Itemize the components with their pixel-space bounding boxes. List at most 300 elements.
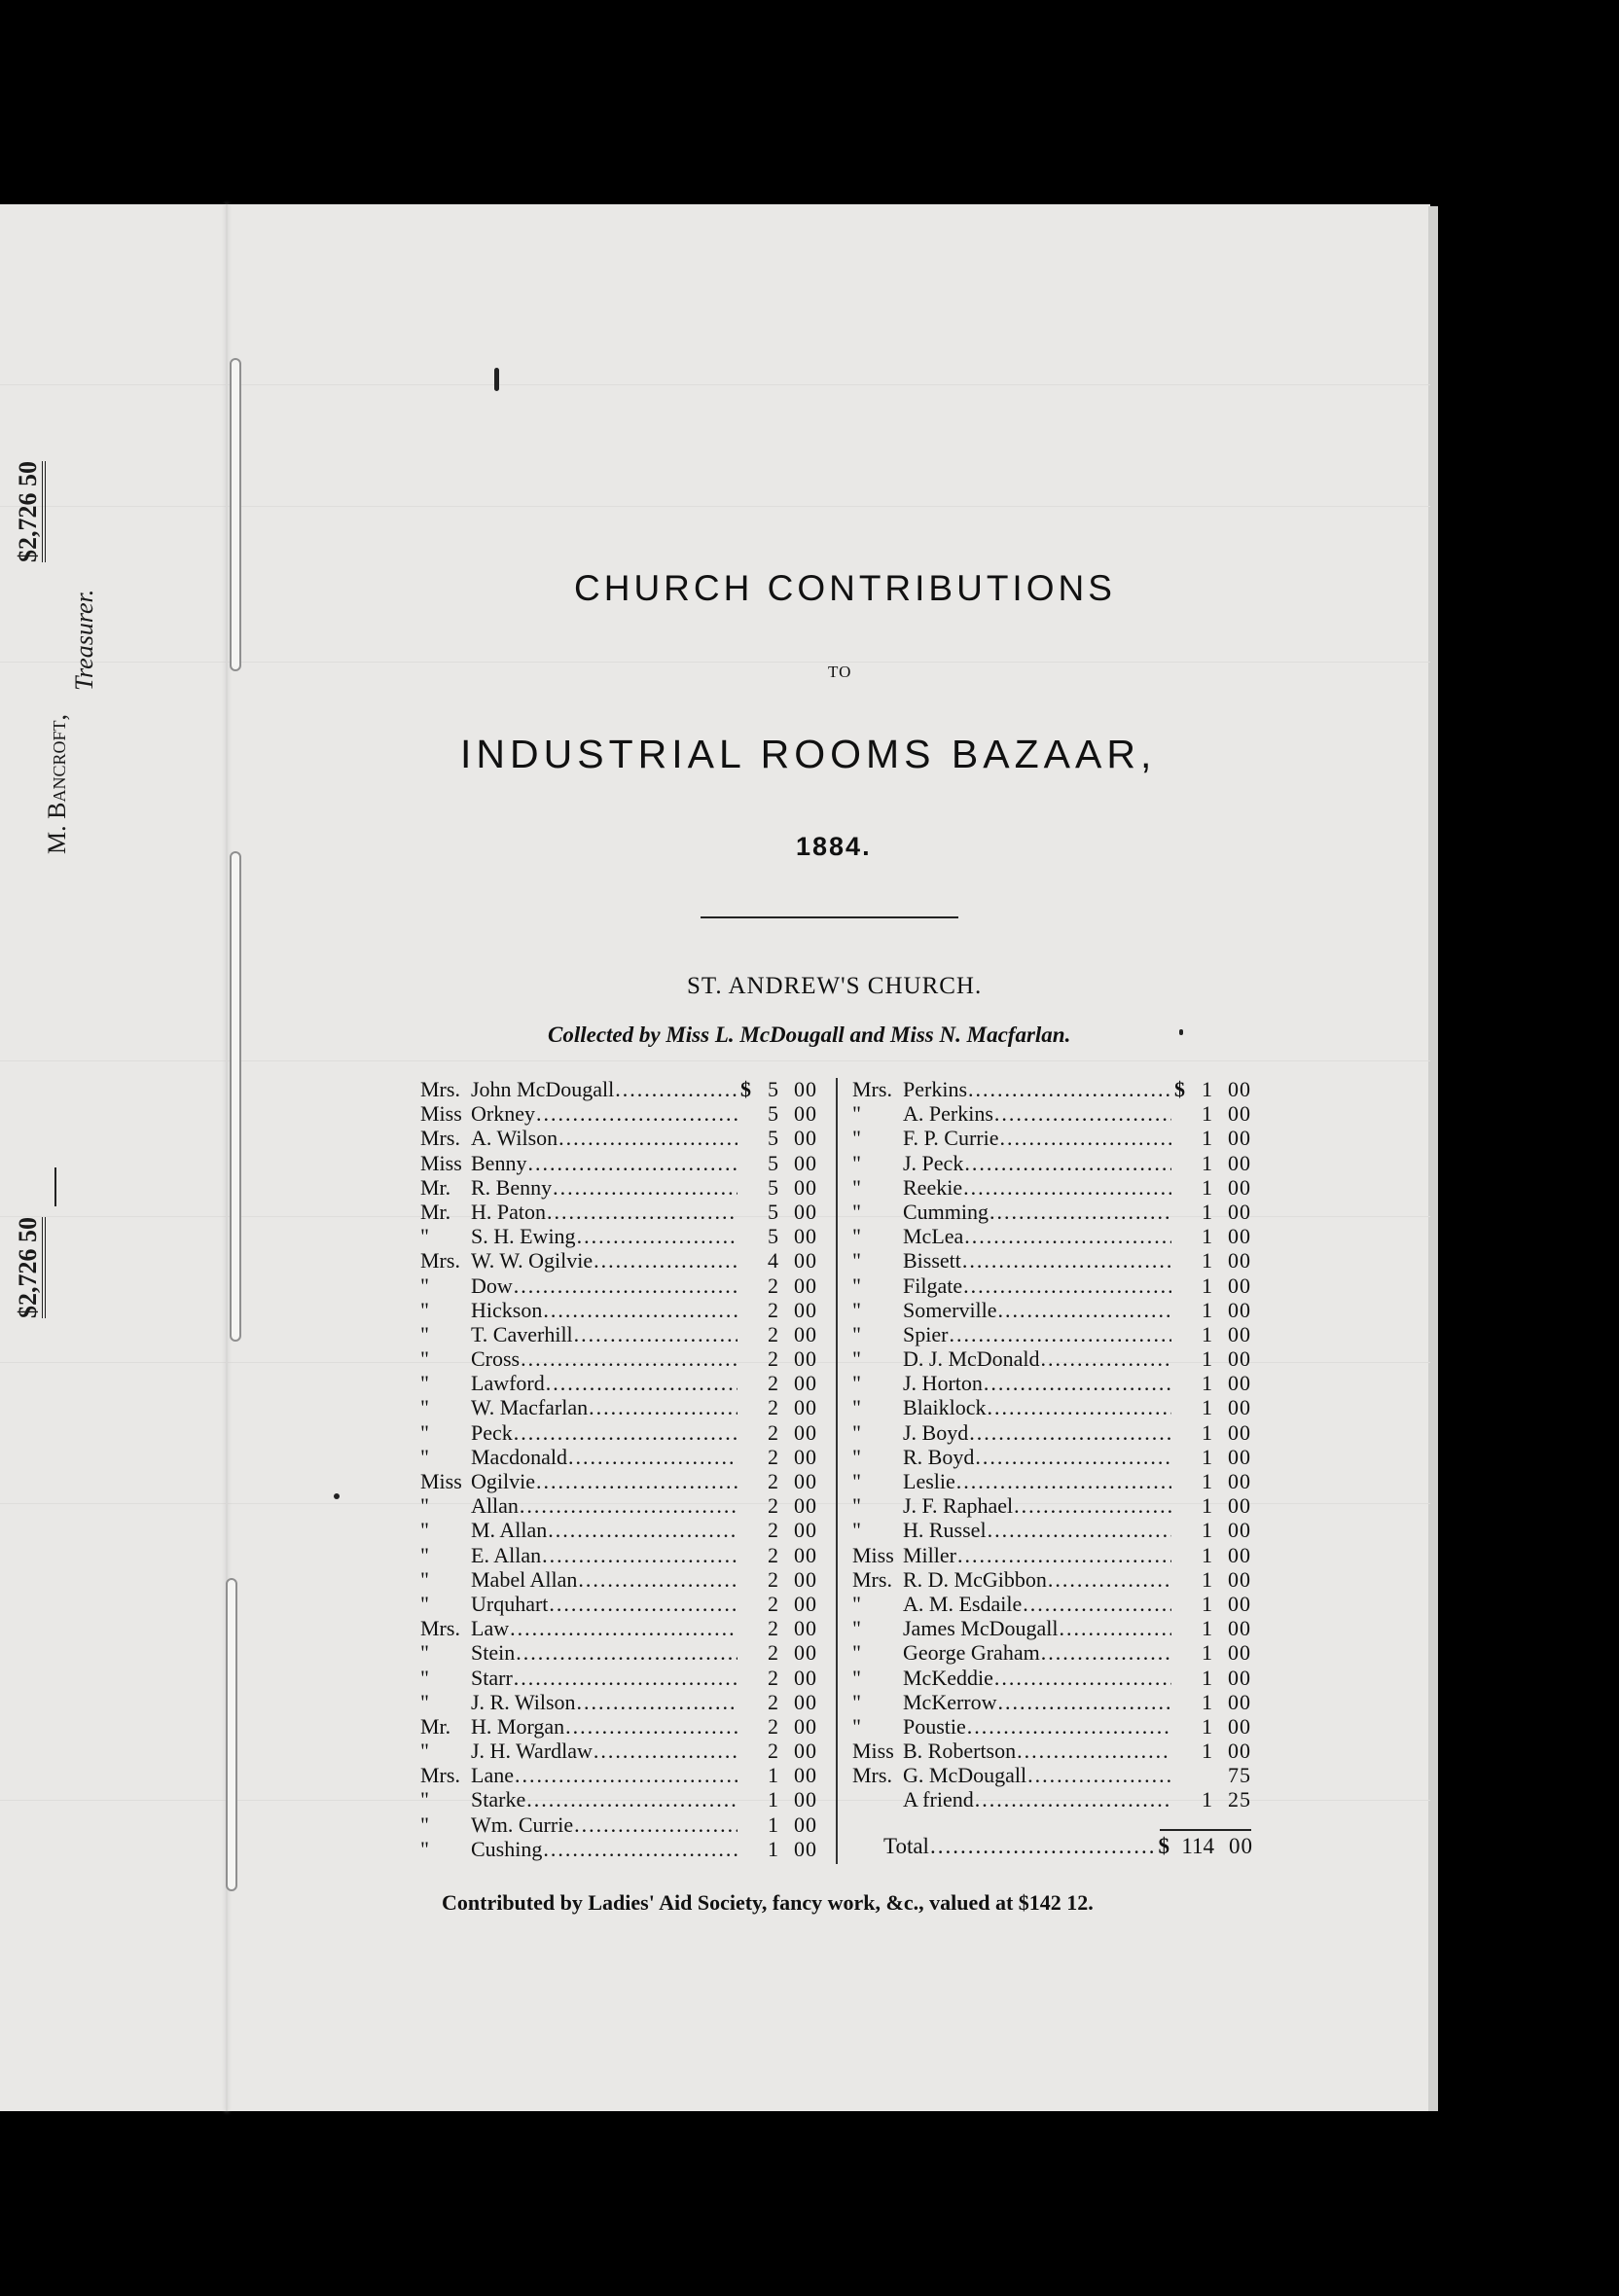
amount-dollars: 1 xyxy=(1202,1346,1212,1372)
contributor-title: " xyxy=(420,1665,429,1690)
leader-dots xyxy=(974,1445,1171,1469)
leader-dots xyxy=(997,1298,1171,1322)
contributor-title: Mrs. xyxy=(852,1077,892,1101)
leader-dots xyxy=(962,1175,1171,1200)
church-name: ST. ANDREW'S CHURCH. xyxy=(687,973,983,999)
contributor-title: " xyxy=(852,1371,861,1396)
leader-dots xyxy=(535,1101,738,1126)
contributor-title: " xyxy=(852,1518,861,1543)
contribution-row xyxy=(852,1666,1251,1690)
amount-dollars: 2 xyxy=(768,1739,778,1764)
contributor-title: Mrs. xyxy=(420,1248,460,1274)
contributor-name: J. Peck xyxy=(903,1150,964,1175)
leader-dots xyxy=(983,1371,1171,1395)
contribution-row xyxy=(852,1787,1251,1812)
amount-dollars: 5 xyxy=(768,1224,778,1249)
contribution-row xyxy=(420,1248,817,1273)
contributor-name: Leslie xyxy=(903,1469,955,1493)
amount-dollars: 1 xyxy=(1202,1199,1212,1224)
contribution-row xyxy=(852,1322,1251,1346)
contribution-row xyxy=(852,1101,1251,1126)
document-year: 1884. xyxy=(796,832,872,861)
amount-dollars: 1 xyxy=(1202,1174,1212,1200)
amount-cents: 00 xyxy=(794,1469,817,1493)
amount-dollars: 1 xyxy=(1202,1297,1212,1322)
contribution-row xyxy=(852,1371,1251,1395)
amount-cents: 00 xyxy=(1228,1077,1251,1101)
amount-cents: 00 xyxy=(794,1640,817,1666)
contributor-title: " xyxy=(420,1444,429,1469)
contributions-right-column xyxy=(852,1077,1251,1812)
amount-dollars: 5 xyxy=(768,1174,778,1200)
contributor-name: A. Wilson xyxy=(471,1126,558,1151)
amount-cents: 00 xyxy=(794,1713,817,1739)
contributor-name: D. J. McDonald xyxy=(903,1346,1040,1372)
contributor-name: Starr xyxy=(471,1665,513,1690)
leader-dots xyxy=(987,1518,1171,1542)
contributor-title: " xyxy=(420,1787,429,1812)
amount-cents: 00 xyxy=(1228,1640,1251,1666)
amount-dollars: 2 xyxy=(768,1493,778,1519)
amount-dollars: 1 xyxy=(1202,1616,1212,1641)
contribution-row xyxy=(852,1592,1251,1616)
leader-dots xyxy=(1047,1567,1171,1592)
contribution-row xyxy=(420,1101,817,1126)
contribution-row xyxy=(852,1175,1251,1200)
contribution-row xyxy=(420,1787,817,1812)
contributor-title: " xyxy=(852,1321,861,1346)
contribution-row xyxy=(420,1395,817,1419)
amount-cents: 00 xyxy=(794,1493,817,1519)
document-title: CHURCH CONTRIBUTIONS xyxy=(574,568,1116,608)
contributor-title: " xyxy=(852,1665,861,1690)
contributor-name: Lane xyxy=(471,1763,514,1788)
amount-dollars: 2 xyxy=(768,1542,778,1567)
amount-cents: 00 xyxy=(794,1248,817,1274)
amount-dollars: 1 xyxy=(768,1787,778,1812)
contributor-title: " xyxy=(420,1689,429,1714)
contribution-row xyxy=(852,1200,1251,1224)
contributor-name: Macdonald xyxy=(471,1444,567,1469)
contributor-name: Spier xyxy=(903,1321,949,1346)
amount-cents: 00 xyxy=(794,1224,817,1249)
leader-dots xyxy=(1016,1739,1171,1763)
amount-dollars: 2 xyxy=(768,1321,778,1346)
amount-cents: 00 xyxy=(794,1689,817,1714)
ruled-line xyxy=(0,506,1430,507)
amount-dollars: 1 xyxy=(1202,1419,1212,1445)
ink-speck xyxy=(494,368,499,391)
contribution-row xyxy=(420,1690,817,1714)
contributions-left-column xyxy=(420,1077,817,1861)
contribution-row xyxy=(420,1346,817,1371)
leader-dots xyxy=(948,1322,1171,1346)
contribution-row xyxy=(852,1126,1251,1150)
leader-dots xyxy=(525,1787,738,1812)
amount-cents: 00 xyxy=(794,1297,817,1322)
contributor-title: " xyxy=(852,1273,861,1298)
leader-dots xyxy=(614,1077,738,1101)
amount-cents: 00 xyxy=(1228,1248,1251,1274)
currency-sign: $ xyxy=(740,1077,751,1101)
amount-cents: 00 xyxy=(1228,1665,1251,1690)
contribution-row xyxy=(852,1395,1251,1419)
leader-dots xyxy=(519,1493,738,1518)
contribution-row xyxy=(852,1616,1251,1640)
amount-dollars: 1 xyxy=(1202,1787,1212,1812)
leader-dots xyxy=(593,1248,738,1273)
leader-dots xyxy=(961,1248,1171,1273)
leader-dots xyxy=(577,1567,738,1592)
leader-dots xyxy=(929,1834,1156,1858)
contribution-row xyxy=(420,1543,817,1567)
contributor-name: J. F. Raphael xyxy=(903,1493,1014,1519)
contributor-title: " xyxy=(852,1126,861,1151)
amount-dollars: 1 xyxy=(1202,1591,1212,1616)
leader-dots xyxy=(1040,1640,1171,1665)
column-divider xyxy=(836,1078,838,1864)
amount-dollars: 5 xyxy=(768,1077,778,1101)
contribution-row xyxy=(852,1493,1251,1518)
amount-cents: 00 xyxy=(794,1101,817,1127)
leader-dots xyxy=(558,1126,738,1150)
leader-dots xyxy=(588,1395,738,1419)
amount-dollars: 1 xyxy=(1202,1689,1212,1714)
amount-cents: 00 xyxy=(1228,1566,1251,1592)
amount-cents: 00 xyxy=(1228,1224,1251,1249)
leader-dots xyxy=(593,1739,738,1763)
amount-cents: 00 xyxy=(794,1199,817,1224)
amount-cents: 00 xyxy=(794,1273,817,1298)
contribution-row xyxy=(420,1616,817,1640)
contribution-row xyxy=(420,1837,817,1861)
contributor-title: " xyxy=(420,1566,429,1592)
contribution-row xyxy=(852,1274,1251,1298)
contributor-name: Filgate xyxy=(903,1273,963,1298)
amount-cents: 00 xyxy=(794,1542,817,1567)
binding-stitch xyxy=(230,851,241,1342)
leader-dots xyxy=(1013,1493,1171,1518)
amount-cents: 00 xyxy=(1228,1419,1251,1445)
leader-dots xyxy=(967,1077,1171,1101)
contributor-title: " xyxy=(852,1444,861,1469)
left-page-margin-line xyxy=(54,1167,56,1206)
contributor-name: Bissett xyxy=(903,1248,961,1274)
amount-cents: 00 xyxy=(1228,1101,1251,1127)
amount-cents: 00 xyxy=(1228,1126,1251,1151)
contribution-row xyxy=(420,1567,817,1592)
leader-dots xyxy=(509,1616,738,1640)
amount-dollars: 1 xyxy=(1202,1371,1212,1396)
contributor-title: " xyxy=(420,1640,429,1666)
contribution-row xyxy=(852,1690,1251,1714)
document-title-to: TO xyxy=(828,663,852,681)
total-dollars: 114 xyxy=(1181,1834,1214,1858)
amount-cents: 00 xyxy=(1228,1616,1251,1641)
contributor-title: Mrs. xyxy=(852,1566,892,1592)
amount-dollars: 1 xyxy=(1202,1150,1212,1175)
contributor-title: " xyxy=(420,1224,429,1249)
contribution-row xyxy=(852,1224,1251,1248)
contributor-title: " xyxy=(420,1542,429,1567)
contribution-row xyxy=(420,1714,817,1739)
leader-dots xyxy=(564,1714,738,1739)
contributor-name: Cumming xyxy=(903,1199,989,1224)
amount-dollars: 2 xyxy=(768,1444,778,1469)
contributor-name: A. Perkins xyxy=(903,1101,993,1127)
total-rule xyxy=(1160,1829,1251,1831)
amount-cents: 00 xyxy=(794,1077,817,1101)
leader-dots xyxy=(573,1322,738,1346)
leader-dots xyxy=(963,1151,1171,1175)
contributor-name: R. D. McGibbon xyxy=(903,1566,1047,1592)
amount-dollars: 1 xyxy=(1202,1739,1212,1764)
contribution-row xyxy=(420,1666,817,1690)
amount-cents: 00 xyxy=(1228,1395,1251,1420)
contributor-name: Lawford xyxy=(471,1371,545,1396)
amount-dollars: 1 xyxy=(1202,1126,1212,1151)
amount-dollars: 1 xyxy=(1202,1542,1212,1567)
document-subtitle: INDUSTRIAL ROOMS BAZAAR, xyxy=(460,732,1157,776)
header-rule xyxy=(701,916,958,918)
amount-cents: 00 xyxy=(1228,1174,1251,1200)
contributor-title: " xyxy=(852,1199,861,1224)
leader-dots xyxy=(962,1274,1171,1298)
contributor-title: " xyxy=(852,1248,861,1274)
contributor-title: " xyxy=(852,1174,861,1200)
amount-cents: 00 xyxy=(794,1763,817,1788)
binding-stitch xyxy=(226,1578,237,1891)
amount-dollars: 2 xyxy=(768,1616,778,1641)
contributor-title: " xyxy=(420,1297,429,1322)
amount-cents: 00 xyxy=(1228,1321,1251,1346)
leader-dots xyxy=(993,1101,1171,1126)
leader-dots xyxy=(541,1543,738,1567)
contribution-row xyxy=(420,1322,817,1346)
amount-cents: 00 xyxy=(1228,1739,1251,1764)
contributor-title: " xyxy=(420,1346,429,1372)
contributor-name: Dow xyxy=(471,1273,513,1298)
contributor-name: A. M. Esdaile xyxy=(903,1591,1023,1616)
amount-dollars: 5 xyxy=(768,1199,778,1224)
contributor-name: James McDougall xyxy=(903,1616,1059,1641)
leader-dots xyxy=(535,1469,738,1493)
contributor-name: T. Caverhill xyxy=(471,1321,573,1346)
contribution-row xyxy=(852,1714,1251,1739)
left-page-signature-name: M. Bancroft, xyxy=(43,714,71,854)
leader-dots xyxy=(987,1395,1171,1419)
amount-dollars: 2 xyxy=(768,1395,778,1420)
contributor-title: Miss xyxy=(420,1469,462,1493)
amount-cents: 00 xyxy=(1228,1273,1251,1298)
contributor-name: Perkins xyxy=(903,1077,967,1101)
contributor-name: Poustie xyxy=(903,1713,966,1739)
leader-dots xyxy=(513,1420,738,1445)
contributor-name: J. H. Wardlaw xyxy=(471,1739,593,1764)
contributor-name: J. R. Wilson xyxy=(471,1689,576,1714)
contribution-row xyxy=(420,1151,817,1175)
contributor-name: Somerville xyxy=(903,1297,997,1322)
contributor-title: " xyxy=(852,1297,861,1322)
amount-dollars: 2 xyxy=(768,1419,778,1445)
contributor-title: Mrs. xyxy=(420,1077,460,1101)
contributor-title: Mrs. xyxy=(420,1616,460,1641)
contributor-name: Blaiklock xyxy=(903,1395,987,1420)
currency-sign: $ xyxy=(1174,1077,1185,1101)
contribution-row xyxy=(852,1298,1251,1322)
leader-dots xyxy=(576,1690,738,1714)
contributor-name: F. P. Currie xyxy=(903,1126,999,1151)
leader-dots xyxy=(526,1151,738,1175)
amount-cents: 00 xyxy=(794,1787,817,1812)
amount-dollars: 1 xyxy=(1202,1321,1212,1346)
contributor-title: " xyxy=(852,1493,861,1519)
leader-dots xyxy=(1058,1616,1171,1640)
left-page-signature-title: Treasurer. xyxy=(70,589,98,691)
amount-cents: 00 xyxy=(794,1126,817,1151)
amount-dollars: 1 xyxy=(768,1812,778,1837)
leader-dots xyxy=(989,1200,1171,1224)
contributor-name: M. Allan xyxy=(471,1518,548,1543)
contribution-row xyxy=(420,1077,817,1101)
amount-dollars: 1 xyxy=(1202,1469,1212,1493)
amount-dollars: 1 xyxy=(1202,1395,1212,1420)
amount-dollars: 2 xyxy=(768,1518,778,1543)
amount-dollars: 2 xyxy=(768,1297,778,1322)
contribution-row xyxy=(852,1346,1251,1371)
contribution-row xyxy=(420,1224,817,1248)
contributor-title: " xyxy=(852,1640,861,1666)
contributor-name: W. Macfarlan xyxy=(471,1395,589,1420)
contribution-row xyxy=(420,1640,817,1665)
contributor-name: McKeddie xyxy=(903,1665,993,1690)
amount-cents: 00 xyxy=(794,1566,817,1592)
leader-dots xyxy=(545,1371,738,1395)
leader-dots xyxy=(968,1420,1171,1445)
leader-dots xyxy=(552,1175,738,1200)
leader-dots xyxy=(542,1298,738,1322)
contribution-row xyxy=(420,1469,817,1493)
amount-dollars: 2 xyxy=(768,1640,778,1666)
contributor-name: H. Russel xyxy=(903,1518,987,1543)
amount-dollars: 2 xyxy=(768,1713,778,1739)
leader-dots xyxy=(513,1274,738,1298)
amount-dollars: 1 xyxy=(1202,1101,1212,1127)
amount-dollars: 1 xyxy=(1202,1493,1212,1519)
contributor-title: " xyxy=(852,1346,861,1372)
amount-cents: 00 xyxy=(794,1174,817,1200)
ink-speck xyxy=(1179,1029,1183,1035)
contribution-row xyxy=(420,1175,817,1200)
amount-cents: 00 xyxy=(794,1371,817,1396)
leader-dots xyxy=(514,1763,738,1787)
contribution-row xyxy=(852,1640,1251,1665)
amount-cents: 00 xyxy=(794,1419,817,1445)
leader-dots xyxy=(546,1200,738,1224)
amount-dollars: 1 xyxy=(1202,1248,1212,1274)
contributor-title: " xyxy=(420,1395,429,1420)
leader-dots xyxy=(1022,1592,1171,1616)
contribution-row xyxy=(420,1812,817,1837)
leader-dots xyxy=(998,1126,1171,1150)
amount-dollars: 2 xyxy=(768,1273,778,1298)
amount-cents: 00 xyxy=(794,1518,817,1543)
amount-cents: 75 xyxy=(1228,1763,1251,1788)
contributor-title: " xyxy=(420,1419,429,1445)
amount-cents: 00 xyxy=(1228,1346,1251,1372)
amount-cents: 00 xyxy=(794,1321,817,1346)
contribution-row xyxy=(420,1592,817,1616)
contributor-title: Mr. xyxy=(420,1713,451,1739)
contribution-row xyxy=(852,1469,1251,1493)
contribution-row xyxy=(852,1151,1251,1175)
amount-dollars: 1 xyxy=(1202,1273,1212,1298)
amount-cents: 25 xyxy=(1228,1787,1251,1812)
contributor-name: Urquhart xyxy=(471,1591,549,1616)
amount-dollars: 1 xyxy=(768,1763,778,1788)
leader-dots xyxy=(576,1224,738,1248)
total-label: Total xyxy=(883,1834,929,1858)
contribution-row xyxy=(420,1763,817,1787)
contributor-name: Stein xyxy=(471,1640,516,1666)
contribution-row xyxy=(852,1518,1251,1542)
amount-dollars: 1 xyxy=(1202,1665,1212,1690)
contributor-name: Mabel Allan xyxy=(471,1566,578,1592)
amount-cents: 00 xyxy=(1228,1713,1251,1739)
amount-cents: 00 xyxy=(794,1150,817,1175)
contributor-title: " xyxy=(852,1469,861,1493)
contributor-title: Mrs. xyxy=(420,1126,460,1151)
amount-cents: 00 xyxy=(794,1395,817,1420)
amount-dollars: 2 xyxy=(768,1566,778,1592)
amount-dollars: 5 xyxy=(768,1150,778,1175)
total-currency: $ xyxy=(1158,1834,1169,1858)
contributor-title: " xyxy=(852,1101,861,1127)
leader-dots xyxy=(955,1469,1171,1493)
contributor-name: Law xyxy=(471,1616,510,1641)
contribution-row xyxy=(852,1248,1251,1273)
contributor-title: " xyxy=(420,1371,429,1396)
contributor-title: " xyxy=(852,1395,861,1420)
amount-cents: 00 xyxy=(1228,1199,1251,1224)
leader-dots xyxy=(997,1690,1171,1714)
leader-dots xyxy=(1040,1346,1171,1371)
contributor-name: B. Robertson xyxy=(903,1739,1017,1764)
amount-dollars: 2 xyxy=(768,1665,778,1690)
leader-dots xyxy=(573,1812,738,1837)
contribution-row xyxy=(852,1739,1251,1763)
contribution-row xyxy=(420,1445,817,1469)
left-page-amount-lower: $2,726 50 xyxy=(14,1217,43,1318)
contributor-title: Miss xyxy=(420,1101,462,1127)
footnote: Contributed by Ladies' Aid Society, fancy work, &c., valued at $142 12. xyxy=(442,1890,1094,1915)
amount-cents: 00 xyxy=(794,1739,817,1764)
leader-dots xyxy=(542,1837,738,1861)
leader-dots xyxy=(548,1592,738,1616)
amount-cents: 00 xyxy=(1228,1150,1251,1175)
contributor-name: H. Paton xyxy=(471,1199,546,1224)
left-page-amount-upper: $2,726 50 xyxy=(14,461,43,562)
contributor-title: Mr. xyxy=(420,1199,451,1224)
amount-dollars: 5 xyxy=(768,1126,778,1151)
contributor-title: " xyxy=(852,1150,861,1175)
contributor-title: " xyxy=(420,1493,429,1519)
contributor-name: R. Boyd xyxy=(903,1444,975,1469)
contribution-row xyxy=(420,1518,817,1542)
ruled-line xyxy=(0,1060,1430,1061)
contributor-name: J. Boyd xyxy=(903,1419,969,1445)
total-row xyxy=(883,1834,1253,1858)
